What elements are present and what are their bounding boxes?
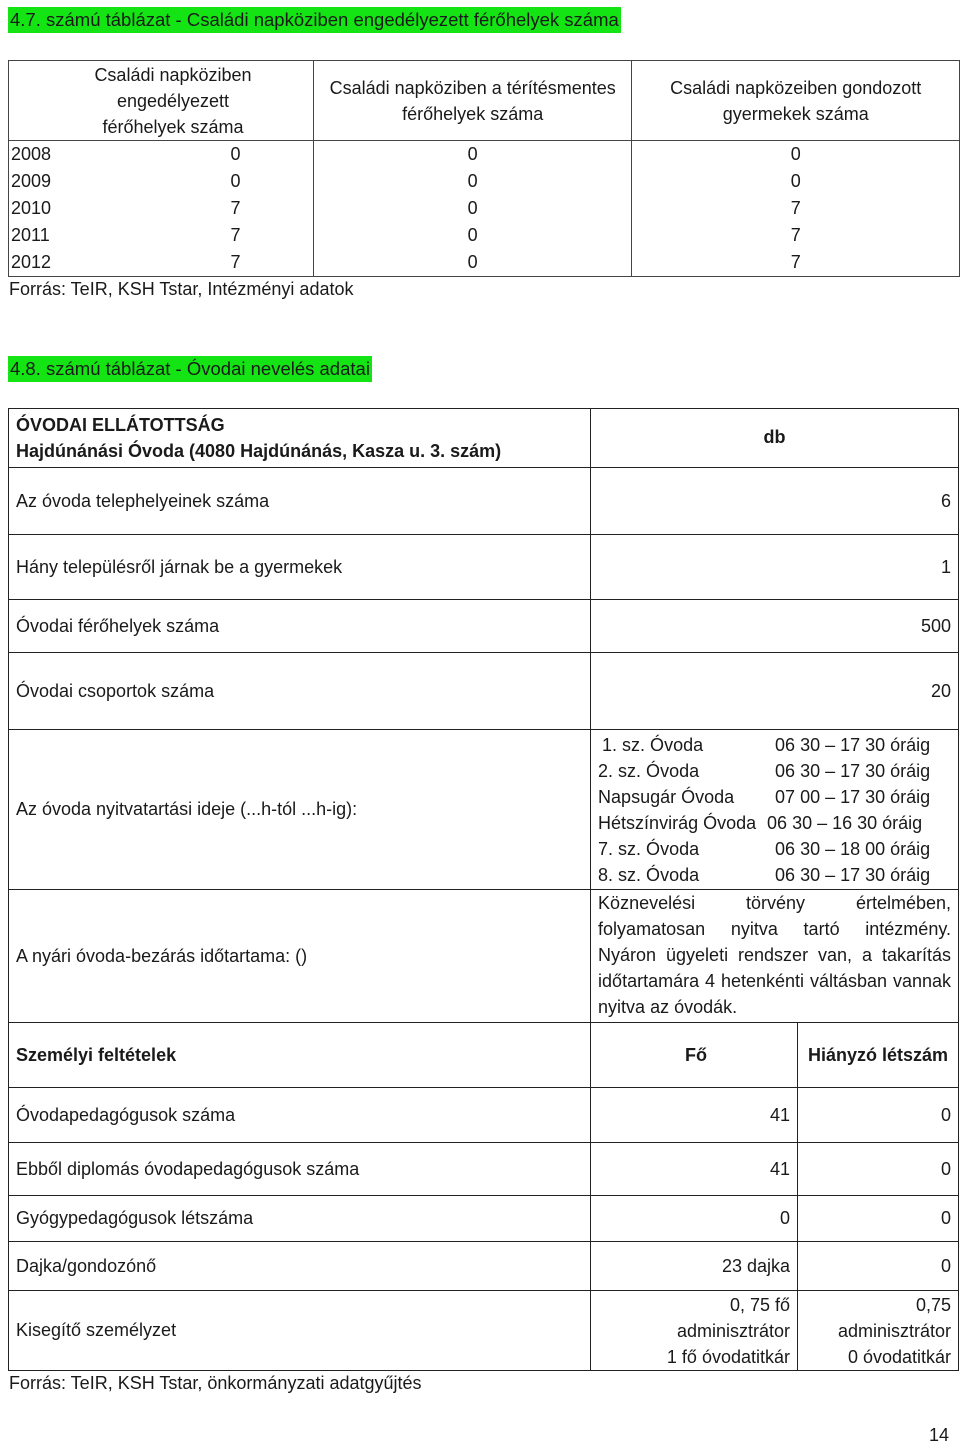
kindergarten-name: 1. sz. Óvoda [602, 734, 704, 755]
children-cell: 7 [632, 195, 960, 222]
free-cell: 0 [313, 249, 632, 277]
free-cell: 0 [313, 222, 632, 249]
staff-label: Kisegítő személyzet [9, 1291, 591, 1371]
children-cell: 7 [632, 249, 960, 277]
col-header-free-places: Családi napköziben a térítésmentes férőhelyek száma [313, 61, 632, 141]
table-row [9, 730, 959, 890]
stat-label: Hány településről járnak be a gyermekek [9, 535, 591, 600]
aux-staff-missing [798, 1291, 959, 1371]
year-cell: 2011 [9, 222, 61, 249]
page-number: 14 [929, 1425, 950, 1444]
staff-header-missing: Hiányzó létszám [798, 1023, 959, 1088]
list-item [598, 810, 951, 836]
staff-label: Gyógypedagógusok létszáma [9, 1196, 591, 1242]
licensed-cell: 7 [60, 222, 313, 249]
opening-hours-list [598, 732, 951, 888]
staff-count: 0 [591, 1196, 798, 1242]
children-cell: 0 [632, 141, 960, 169]
kindergarten-hours: 07 00 – 17 30 óráig [775, 786, 931, 807]
list-item [598, 836, 951, 862]
staff-count: 41 [591, 1143, 798, 1196]
aux-count-line: 0, 75 fő [729, 1294, 790, 1315]
staff-missing: 0 [798, 1242, 959, 1291]
list-item [598, 862, 951, 888]
stat-label: Óvodai férőhelyek száma [9, 600, 591, 653]
table-row [9, 168, 960, 195]
children-cell: 0 [632, 168, 960, 195]
staff-label: Ebből diplomás óvodapedagógusok száma [9, 1143, 591, 1196]
staff-header-count: Fő [591, 1023, 798, 1088]
year-cell: 2010 [9, 195, 61, 222]
table-row [9, 1291, 959, 1371]
stat-value: 1 [591, 535, 959, 600]
table-row [9, 1242, 959, 1291]
table1-caption: 4.7. számú táblázat - Családi napköziben engedélyezett férőhelyek száma [8, 7, 621, 33]
closure-text: Köznevelési törvény értelmében, folyamatosan nyitva tartó intézmény. Nyáron ügyeleti rendszer van, a takarítás időtartamára 4 hetenkénti váltásban vannak nyitva az óvodák. [591, 890, 959, 1023]
licensed-cell: 7 [60, 249, 313, 277]
list-item [598, 732, 951, 758]
staff-label: Óvodapedagógusok száma [9, 1088, 591, 1143]
list-item [598, 784, 951, 810]
stat-value: 500 [591, 600, 959, 653]
kindergarten-table [8, 408, 959, 1371]
children-cell: 7 [632, 222, 960, 249]
kindergarten-hours: 06 30 – 17 30 óráig [775, 734, 931, 755]
table2-caption: 4.8. számú táblázat - Óvodai nevelés adatai [8, 356, 372, 382]
table-header-row [9, 409, 959, 468]
staff-count: 23 dajka [591, 1242, 798, 1291]
free-cell: 0 [313, 141, 632, 169]
staff-missing: 0 [798, 1088, 959, 1143]
staff-header-label: Személyi feltételek [9, 1023, 591, 1088]
aux-staff-count [591, 1291, 798, 1371]
aux-count-line: adminisztrátor [676, 1320, 790, 1341]
aux-missing-line: 0,75 [915, 1294, 951, 1315]
stat-label: Az óvoda telephelyeinek száma [9, 468, 591, 535]
table-row [9, 1088, 959, 1143]
daycare-places-table [8, 60, 960, 277]
col-header-text: Családi napköziben engedélyezett férőhelyek száma [94, 64, 252, 137]
stat-value: 20 [591, 653, 959, 730]
stat-value: 6 [591, 468, 959, 535]
list-item [598, 758, 951, 784]
licensed-cell: 0 [60, 168, 313, 195]
col-header-children-cared: Családi napközeiben gondozott gyermekek száma [632, 61, 960, 141]
table-row [9, 222, 960, 249]
table-row [9, 653, 959, 730]
table-row [9, 468, 959, 535]
table-row [9, 141, 960, 169]
table-row [9, 600, 959, 653]
kindergarten-hours: 06 30 – 17 30 óráig [775, 760, 931, 781]
table2-source: Forrás: TeIR, KSH Tstar, önkormányzati adatgyűjtés [9, 1373, 422, 1393]
staff-missing: 0 [798, 1196, 959, 1242]
aux-missing-line: adminisztrátor [837, 1320, 951, 1341]
kindergarten-name: 7. sz. Óvoda [598, 838, 700, 859]
table-row [9, 535, 959, 600]
kindergarten-name: Hétszínvirág Óvoda [598, 812, 757, 833]
table-header-row [9, 1023, 959, 1088]
year-cell: 2008 [9, 141, 61, 169]
licensed-cell: 7 [60, 195, 313, 222]
kindergarten-hours: 06 30 – 16 30 óráig [767, 812, 923, 833]
free-cell: 0 [313, 195, 632, 222]
closure-label: A nyári óvoda-bezárás időtartama: () [9, 890, 591, 1023]
staff-missing: 0 [798, 1143, 959, 1196]
kindergarten-name: 8. sz. Óvoda [598, 864, 700, 885]
stat-label: Óvodai csoportok száma [9, 653, 591, 730]
year-cell: 2012 [9, 249, 61, 277]
table1-source: Forrás: TeIR, KSH Tstar, Intézményi adatok [9, 279, 354, 299]
header-title: ÓVODAI ELLÁTOTTSÁG [16, 415, 225, 435]
kindergarten-header [9, 409, 591, 468]
aux-count-line: 1 fő óvodatitkár [666, 1346, 790, 1367]
table-row [9, 1196, 959, 1242]
table-row [9, 1143, 959, 1196]
table-row [9, 890, 959, 1023]
opening-label: Az óvoda nyitvatartási ideje (...h-tól ...h-ig): [9, 730, 591, 890]
staff-count: 41 [591, 1088, 798, 1143]
free-cell: 0 [313, 168, 632, 195]
col-header-licensed-places [9, 61, 314, 141]
kindergarten-hours: 06 30 – 17 30 óráig [775, 864, 931, 885]
licensed-cell: 0 [60, 141, 313, 169]
unit-header: db [591, 409, 959, 468]
table-row [9, 249, 960, 277]
kindergarten-name: 2. sz. Óvoda [598, 760, 700, 781]
kindergarten-name: Napsugár Óvoda [598, 786, 735, 807]
header-subtitle: Hajdúnánási Óvoda (4080 Hajdúnánás, Kasza u. 3. szám) [16, 441, 502, 461]
year-cell: 2009 [9, 168, 61, 195]
table-header-row [9, 61, 960, 141]
staff-label: Dajka/gondozónő [9, 1242, 591, 1291]
opening-hours-cell [591, 730, 959, 890]
table-row [9, 195, 960, 222]
aux-missing-line: 0 óvodatitkár [847, 1346, 951, 1367]
kindergarten-hours: 06 30 – 18 00 óráig [775, 838, 931, 859]
